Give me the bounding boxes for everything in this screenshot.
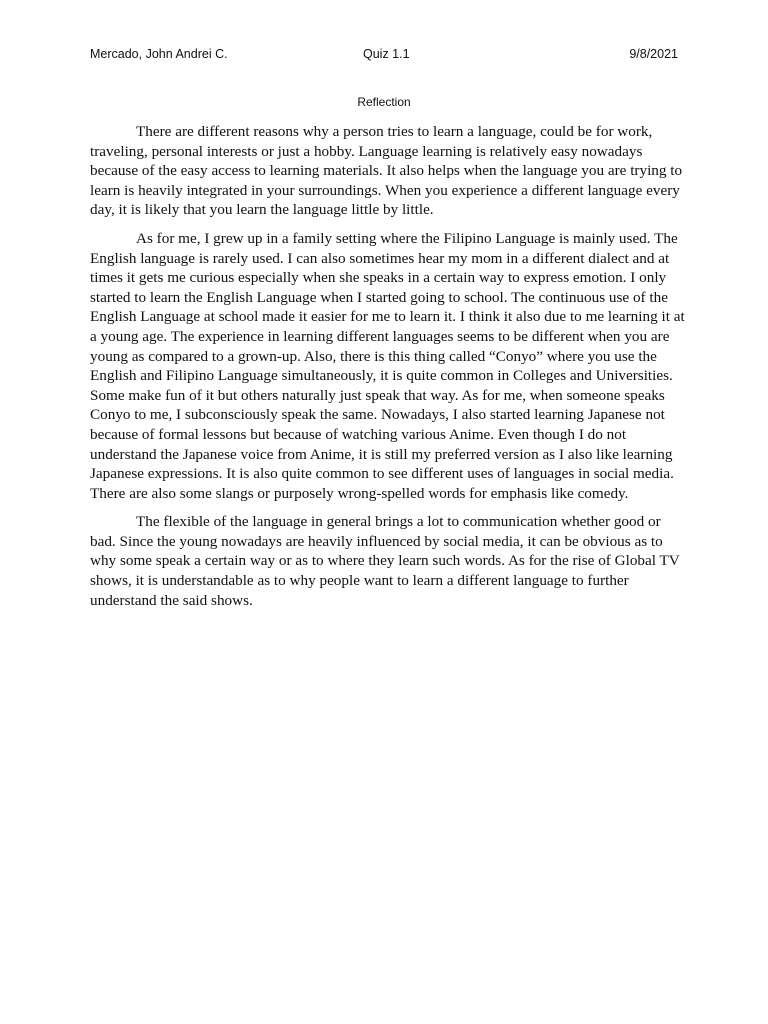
- date-label: 9/8/2021: [629, 47, 678, 61]
- student-name: Mercado, John Andrei C.: [90, 47, 228, 61]
- quiz-label: Quiz 1.1: [363, 47, 410, 61]
- page-header: [90, 47, 680, 67]
- paragraph-2: As for me, I grew up in a family setting where the Filipino Language is mainly used. The English language is rarely used. I can also sometimes hear my mom in a different dialect and at times it gets me curious especially when she speaks in a certain way to express emotion. I only started to learn the English Language when I started going to school. The continuous use of the English Language at school made it easier for me to learn it. I think it also due to me learning it at a young age. The experience in learning different languages seems to be different when you are young as compared to a grown-up. Also, there is this thing called “Conyo” where you use the English and Filipino Language simultaneously, it is quite common in Colleges and Universities. Some make fun of it but others naturally just speak that way. As for me, when someone speaks Conyo to me, I subconsciously speak the same. Nowadays, I also started learning Japanese not because of formal lessons but because of watching various Anime. Even though I do not understand the Japanese voice from Anime, it is still my preferred version as I also like learning Japanese expressions. It is also quite common to see different uses of languages in social media. There are also some slangs or purposely wrong-spelled words for emphasis like comedy.: [90, 229, 685, 502]
- paragraph-1: There are different reasons why a person tries to learn a language, could be for work, traveling, personal interests or just a hobby. Language learning is relatively easy nowadays because of the easy access to learning materials. It also helps when the language you are trying to learn is heavily integrated in your surroundings. When you experience a different language every day, it is likely that you learn the language little by little.: [90, 123, 683, 219]
- document-title: Reflection: [357, 95, 411, 109]
- paragraph-3: The flexible of the language in general brings a lot to communication whether good or bad. Since the young nowadays are heavily influenced by social media, it can be obvious as to why some speak a certain way or as to where they learn such words. As for the rise of Global TV shows, it is understandable as to why people want to learn a different language to further understand the said shows.: [90, 513, 680, 609]
- document-body: [90, 122, 686, 619]
